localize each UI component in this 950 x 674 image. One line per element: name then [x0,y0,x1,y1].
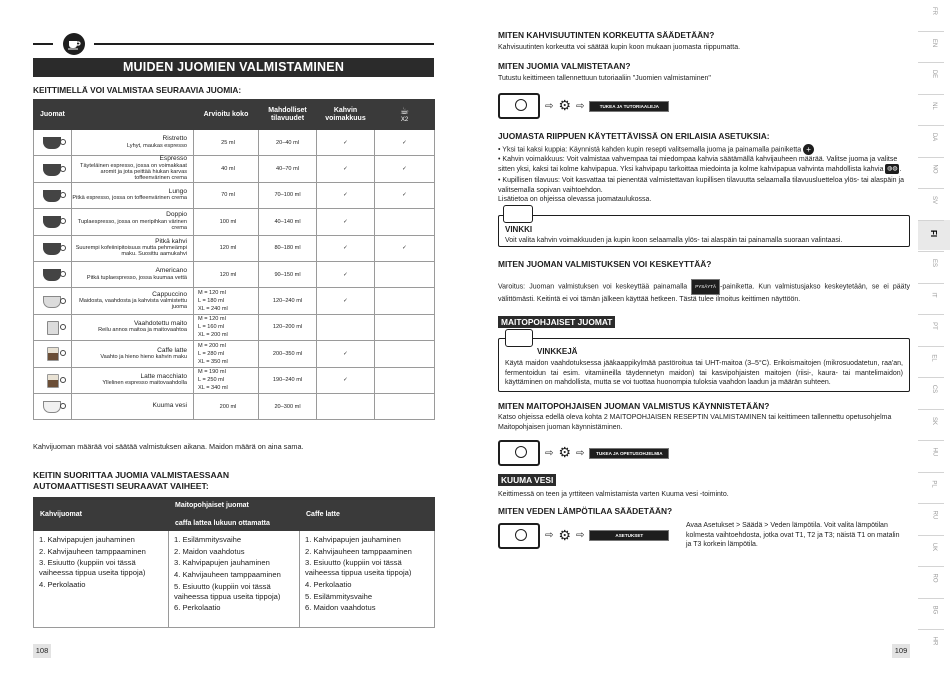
drink-name: Pitkä kahvi Suurempi kofeiinipitoisuus mutta pehmeämpi maku. Suosittu aamukahvi [72,235,194,261]
step-item: 6. Maidon vaahdotus [305,603,376,613]
bullet-volume: • Kupillisen tilavuus: Voit kasvattaa tai pienentää valmistettavan kupillisen tilavuutta selaamalla tilavuusluetteloa ylös- tai alaspäin ja valitsemalla sopivan vaihtoehdon. [498,177,904,194]
sidebar-divider [918,598,944,599]
drink-range: 40–70 ml [259,156,317,182]
drink-name: Espresso Täyteläinen espresso, jossa on voimakkaat aromit ja jota peittää hiukan karvas toffeenvärinen crema [72,156,194,182]
table-row [34,261,435,287]
drink-range: 120–200 ml [259,314,317,340]
drink-strength: ✓ [317,156,375,182]
step-item: 1. Kahvipapujen jauhaminen [39,535,135,544]
touch-screen-icon [498,440,540,466]
sidebar-divider [918,503,944,504]
more-info-text: Lisätietoa on ohjeissa olevassa juomataulukossa. [498,196,652,204]
heading-start-milk: MITEN MAITOPOHJAISEN JUOMAN VALMISTUS KÄYNNISTETÄÄN? [498,400,770,411]
drink-range: 80–180 ml [259,235,317,261]
drinks-table [33,99,434,420]
table-row [34,130,435,156]
language-tab-pl[interactable]: PL [931,479,937,488]
sidebar-divider [918,157,944,158]
drink-name: Ristretto Lyhyt, maukas espresso [72,130,194,156]
sidebar-divider [918,188,944,189]
sidebar-divider [918,440,944,441]
drink-name: Vaahdotettu maito Reilu annos maitoa ja maitovaahtoa [72,314,194,340]
language-tab-pt[interactable]: PT [930,322,937,330]
sidebar-divider [918,251,944,252]
arrow-icon: ⇨ [545,530,554,542]
drink-size: 100 ml [194,209,259,235]
step-item: 2. Kahvijauheen tamppaaminen [39,546,146,556]
steps-list-milk [174,535,294,613]
drink-image [34,130,72,156]
step-item: 1. Esilämmitysvaihe [174,535,242,544]
drink-double [375,393,435,419]
drink-name: Americano Pitkä tuplaespresso, jossa kuumaa vettä [72,261,194,287]
tutorial-flow [498,93,910,119]
settings-flow [498,521,676,550]
drink-double [375,209,435,235]
step-item: 3. Esiuutto (kuppiin voi tässä vaiheessa tippua useita tippoja) [39,558,146,578]
drink-double [375,367,435,393]
tips-text: Käytä maidon vaahdotuksessa jääkaappikylmää pastöroitua tai UHT-maitoa (3–5°C). Erikoismaitojen (mikrosuodatetun, raa'an, fermentoidun tai esim. vitamiineilla täydennetyn maidon) tai kasvipohjaisten maitojen (riisi-, kaura- tai mantelimaidon) käyttäminen on mahdollista, mutta se voi tuottaa huonompia tuloksia vaahdon laadun ja määrän suhteen. [505,360,903,387]
arrow-icon: ⇨ [545,447,554,459]
tip-icon [503,205,533,223]
drink-range: 40–140 ml [259,209,317,235]
stop-button[interactable]: PYSÄYTÄ [691,279,720,295]
bullet-strength: • Kahvin voimakkuus: Voit valmistaa vahvempaa tai miedompaa kahvia säätämällä kahvijauheen määrää. Valitse juoma ja valitse sitten yksi, kaksi tai kolme kahvipapua. Yksi kahvipapu tarkoittaa miedointa ja kolme kahvipapua vahvinta mahdollista kahvia ◍◍ . [498,155,902,173]
step-item: 4. Kahvijauheen tamppaaminen [174,570,281,580]
language-tab-ru[interactable]: RU [930,510,937,520]
language-tab-el[interactable]: EL [931,353,937,362]
header-size: Arvioitu koko [194,100,259,130]
tip-text: Voit valita kahvin voimakkuuden ja kupin koon selaamalla ylös- tai alaspäin tai painamalla suoraan valintaasi. [505,236,843,244]
drink-image [34,261,72,287]
nozzle-text: Kahvisuutinten korkeutta voi säätää kupin koon mukaan juomasta riippumatta. [498,43,741,51]
step-item: 1. Kahvipapujen jauhaminen [305,535,401,544]
language-tab-hr[interactable]: HR [930,636,937,646]
drink-double: ✓ [375,156,435,182]
drink-image [34,393,72,419]
steps-table [33,497,434,628]
step-item: 2. Kahvijauheen tamppaaminen [305,546,412,556]
drinks-subtitle: KEITTIMELLÄ VOI VALMISTAA SEURAAVIA JUOMIA: [33,85,242,95]
gear-icon: ⚙ [558,527,571,544]
drink-name: Kuuma vesi [72,393,194,419]
drink-size: 70 ml [194,182,259,208]
steps-header-milk: Maitopohjaiset juomat caffa lattea lukuun ottamatta [169,498,300,531]
drink-strength: ✓ [317,209,375,235]
sidebar-divider [918,31,944,32]
drink-range: 20–300 ml [259,393,317,419]
drink-image [34,182,72,208]
heading-milk-drinks: MAITOPOHJAISET JUOMAT [498,316,615,328]
steps-title: KEITIN SUORITTAA JUOMIA VALMISTAESSAAN AUTOMAATTISESTI SEURAAVAT VAIHEET: [33,470,230,491]
table-row [34,288,435,314]
drink-size: 120 ml [194,235,259,261]
step-item: 5. Esilämmitysvaihe [305,591,373,601]
support-tutorials-button[interactable]: TUKEA JA TUTORIAALEJA [589,101,669,112]
language-tab-nl[interactable]: NL [930,101,937,110]
step-item: 4. Perkolaatio [39,579,86,589]
drink-double [375,314,435,340]
drink-image [34,314,72,340]
heading-hot-water: KUUMA VESI [498,474,556,486]
steps-list-coffee [39,535,163,590]
tips-icon [505,329,533,347]
hot-water-text: Keittimessä on teen ja yrttiteen valmistamista varten Kuuma vesi -toiminto. [498,491,729,499]
sidebar-divider [918,220,944,221]
steps-header-latte: Caffe latte [300,498,435,531]
step-item: 5. Esiuutto (kuppiin voi tässä vaiheessa tippua useita tippoja) [174,581,281,601]
header-volumes: Mahdolliset tilavuudet [259,100,317,130]
table-row [34,235,435,261]
language-tab-sv[interactable]: SV [930,195,937,205]
arrow-icon: ⇨ [575,447,585,459]
step-item: 4. Perkolaatio [305,579,352,589]
table-row [34,314,435,340]
drink-name: Doppio Tuplaespresso, jossa on meripihkan värinen crema [72,209,194,235]
drink-strength: ✓ [317,235,375,261]
drink-range: 90–150 ml [259,261,317,287]
coffee-cup-icon [63,33,85,55]
drink-name: Latte macchiato Yllelinen espresso maitovaahdolla [72,367,194,393]
table-row [34,209,435,235]
drink-image [34,156,72,182]
drink-strength: ✓ [317,130,375,156]
sidebar-divider [918,125,944,126]
language-tab-fr[interactable]: FR [931,7,937,15]
drink-range: 190–240 ml [259,367,317,393]
arrow-icon: ⇨ [575,530,585,542]
drink-strength: ✓ [317,182,375,208]
drink-name: Caffe latte Vaahto ja hieno hieno kahvin maku [72,341,194,367]
heading-how-to-make: MITEN JUOMIA VALMISTETAAN? [498,61,631,71]
sidebar-divider [918,377,944,378]
drink-strength: ✓ [317,367,375,393]
drink-double [375,341,435,367]
header-rule-left [33,43,53,45]
drink-range: 70–100 ml [259,182,317,208]
table-row [34,393,435,419]
language-tab-en[interactable]: EN [931,38,937,47]
gear-icon: ⚙ [558,445,571,462]
language-tab-no[interactable]: NO [931,164,937,173]
drink-size: 120 ml [194,261,259,287]
heading-nozzle-height: MITEN KAHVISUUTINTEN KORKEUTTA SÄÄDETÄÄN? [498,30,715,40]
sidebar-divider [918,629,944,630]
touch-screen-icon [498,523,540,549]
tip-title: VINKKI [505,224,533,234]
double-cup-icon: ☕ [400,105,409,117]
sidebar-divider [918,62,944,63]
drink-size: 40 ml [194,156,259,182]
sidebar-divider [918,346,944,347]
drink-size: 200 ml [194,393,259,419]
sidebar-divider [918,472,944,473]
header-drinks: Juomat [34,100,194,130]
drink-range: 20–40 ml [259,130,317,156]
step-item: 3. Kahvipapujen jauhaminen [174,558,270,568]
drink-double [375,288,435,314]
heading-stop: MITEN JUOMAN VALMISTUKSEN VOI KESKEYTTÄÄ? [498,258,712,269]
gear-icon: ⚙ [558,98,571,114]
drink-strength [317,393,375,419]
table-row [34,341,435,367]
drink-strength: ✓ [317,261,375,287]
step-item: 2. Maidon vaahdotus [174,546,245,556]
page-number-right: 109 [892,644,910,658]
language-tab-es[interactable]: ES [930,258,937,268]
plus-button-icon: + [803,144,814,155]
table-row [34,182,435,208]
language-tab-it[interactable]: IT [931,291,937,298]
header-strength: Kahvin voimakkuus [317,100,375,130]
sidebar-divider [918,283,944,284]
drink-range: 120–240 ml [259,288,317,314]
bean-icon: ◍◍ [887,166,898,172]
tip-box-1 [498,215,910,247]
page-number-left: 108 [33,644,51,658]
language-tab-bg[interactable]: BG [930,605,937,614]
water-temp-text: Avaa Asetukset > Säädä > Veden lämpötila. Voit valita lämpötilan kolmesta vaihtoehdosta, jotka ovat T1, T2 ja T3; näistä T1 on matalin ja T3 korkein lämpötila. [686,522,900,549]
page-banner: MUIDEN JUOMIEN VALMISTAMINEN [33,58,434,77]
drink-double: ✓ [375,182,435,208]
heading-water-temp: MITEN VEDEN LÄMPÖTILAA SÄÄDETÄÄN? [498,505,673,516]
drink-image [34,288,72,314]
drink-name: Lungo Pitkä espresso, jossa on toffeenvärinen crema [72,182,194,208]
drink-name: Cappuccino Maidosta, vaahdosta ja kahvista valmistettu juoma [72,288,194,314]
language-tab-sk[interactable]: SK [930,416,937,425]
language-tab-ro[interactable]: RO [931,573,937,583]
language-tab-da[interactable]: DA [931,132,937,142]
arrow-icon: ⇨ [545,100,554,112]
sidebar-divider [918,94,944,95]
sidebar-divider [918,535,944,536]
volume-note: Kahvijuoman määrää voi säätää valmistuksen aikana. Maidon määrä on aina sama. [33,442,304,451]
language-tab-hu[interactable]: HU [930,447,937,457]
right-page [498,30,910,550]
drink-image [34,341,72,367]
drink-image [34,367,72,393]
bullet-cups: • Yksi tai kaksi kuppia: Käynnistä kahden kupin resepti valitsemalla juoma ja painamalla painiketta + [498,144,910,155]
step-item: 3. Esiuutto (kuppiin voi tässä vaiheessa tippua useita tippoja) [305,558,412,578]
drink-double: ✓ [375,130,435,156]
header-double: ☕ X2 [375,100,435,130]
start-milk-text: Katso ohjeissa edellä oleva kohta 2 MAITOPOHJAISEN RESEPTIN VALMISTAMINEN tai keittimeen tallennettu opetusohjelma Maitopohjaisen juoman käynnistäminen. [498,414,892,431]
steps-list-latte [305,535,429,613]
stop-text: Varoitus: Juoman valmistuksen voi keskeyttää painamalla PYSÄYTÄ -painiketta. Kun valmistusjakso keskeytetään, se ei pääty välittömästi. Keitintä ei voi tämän jälkeen käyttää hetkeen. Tästä tulee ilmoitus keittimen näyttöön. [498,279,910,304]
tutorial-text: Tutustu keittimeen tallennettuun tutoriaaliin "Juomien valmistaminen" [498,74,711,82]
sidebar-divider [918,566,944,567]
touch-screen-icon [498,93,540,119]
drink-size: M = 120 ml L = 160 ml XL = 200 ml [194,314,259,340]
drink-size: M = 200 ml L = 280 ml XL = 350 ml [194,341,259,367]
step-item: 6. Perkolaatio [174,603,221,613]
tips-title: VINKKEJÄ [537,347,578,357]
arrow-icon: ⇨ [575,100,585,112]
drink-size: 25 ml [194,130,259,156]
drink-strength [317,314,375,340]
language-tab-cs[interactable]: CS [931,384,937,394]
drink-range: 200–350 ml [259,341,317,367]
header-rule-right [94,43,434,45]
drink-image [34,235,72,261]
drink-double: ✓ [375,235,435,261]
language-tab-de[interactable]: DE [931,69,937,79]
heading-settings: JUOMASTA RIIPPUEN KÄYTETTÄVISSÄ ON ERILAISIA ASETUKSIA: [498,131,770,141]
sidebar-divider [918,314,944,315]
drink-strength: ✓ [317,288,375,314]
language-tab-uk[interactable]: UK [931,542,937,551]
sidebar-divider [918,409,944,410]
drink-size: M = 190 ml L = 250 ml XL = 340 ml [194,367,259,393]
settings-button[interactable]: ASETUKSET [589,530,669,541]
table-row [34,156,435,182]
drink-size: M = 120 ml L = 180 ml XL = 240 ml [194,288,259,314]
language-tab-fi[interactable]: FI [918,220,950,250]
table-row [34,367,435,393]
milk-tutorial-flow [498,440,910,466]
support-lessons-button[interactable]: TUKEA JA OPETUSOHJELMIA [589,448,669,459]
steps-header-coffee: Kahvijuomat [34,498,169,531]
drink-double [375,261,435,287]
tip-box-2 [498,338,910,392]
drink-strength: ✓ [317,341,375,367]
drink-image [34,209,72,235]
